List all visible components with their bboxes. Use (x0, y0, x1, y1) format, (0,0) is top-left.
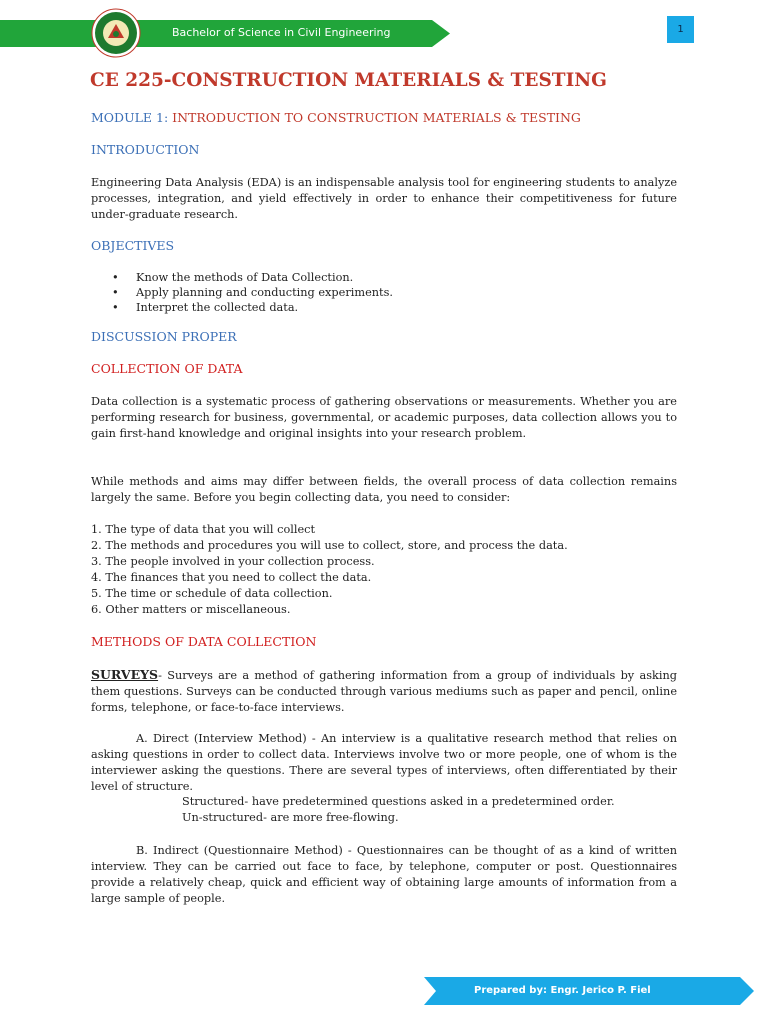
considerations-list (91, 522, 568, 618)
surveys-paragraph (91, 667, 677, 716)
list-item: • Know the methods of Data Collection. (112, 270, 393, 285)
surveys-keyword: SURVEYS (91, 667, 159, 682)
introduction-body: Engineering Data Analysis (EDA) is an indispensable analysis tool for engineering students to analyze processes, integration, and yield effectively in order to enhance their competitiveness for future under-graduate research. (91, 176, 677, 221)
module-label: MODULE 1 (91, 110, 164, 125)
course-title: CE 225-CONSTRUCTION MATERIALS & TESTING (90, 70, 607, 91)
list-item: 2. The methods and procedures you will use to collect, store, and process the data. (91, 539, 568, 552)
module-title: INTRODUCTION TO CONSTRUCTION MATERIALS & TESTING (172, 110, 581, 125)
surveys-text: - Surveys are a method of gathering information from a group of individuals by asking them questions. Surveys can be conducted through various mediums such as paper and pencil, online forms, telephone, or face-to-face interviews. (91, 669, 677, 714)
module-heading (91, 110, 581, 125)
collection-para-1: Data collection is a systematic process of gathering observations or measurements. Whether you are performing research for business, governmental, or academic purposes, data collection allows you to gain first-hand knowledge and original insights into your research problem. (91, 395, 677, 440)
direct-method-paragraph: A. Direct (Interview Method) - An interview is a qualitative research method that relies on asking questions in order to collect data. Interviews involve two or more people, one of whom is the interviewer asking the questions. There are several types of interviews, often differentiated by their level of structure. (91, 732, 677, 793)
objectives-list (112, 270, 393, 315)
objectives-heading: OBJECTIVES (91, 238, 175, 253)
introduction-heading: INTRODUCTION (91, 142, 200, 157)
prepared-by: Prepared by: Engr. Jerico P. Fiel (474, 985, 651, 996)
list-item: 3. The people involved in your collection process. (91, 555, 375, 568)
list-item: 5. The time or schedule of data collection. (91, 587, 333, 600)
university-seal-icon (91, 8, 141, 58)
list-item: • Interpret the collected data. (112, 300, 393, 315)
page-number-badge: 1 (667, 16, 694, 43)
collection-heading: COLLECTION OF DATA (91, 361, 243, 376)
module-colon: : (163, 110, 169, 125)
unstructured-item: Un-structured- are more free-flowing. (182, 811, 399, 824)
collection-para-2: While methods and aims may differ between fields, the overall process of data collection remains largely the same. Before you begin collecting data, you need to consider: (91, 475, 677, 504)
list-item: 4. The finances that you need to collect the data. (91, 571, 372, 584)
indirect-method-paragraph: B. Indirect (Questionnaire Method) - Questionnaires can be thought of as a kind of written interview. They can be carried out face to face, by telephone, computer or post. Questionnaires provide a relatively cheap, quick and efficient way of obtaining large amounts of information from a large sample of people. (91, 844, 677, 905)
structured-item: Structured- have predetermined questions asked in a predetermined order. (182, 795, 615, 808)
list-item: • Apply planning and conducting experiments. (112, 285, 393, 300)
list-item: 6. Other matters or miscellaneous. (91, 603, 291, 616)
discussion-heading: DISCUSSION PROPER (91, 329, 237, 344)
list-item: 1. The type of data that you will collect (91, 523, 316, 536)
methods-heading: METHODS OF DATA COLLECTION (91, 634, 317, 649)
program-title: Bachelor of Science in Civil Engineering (172, 26, 391, 39)
